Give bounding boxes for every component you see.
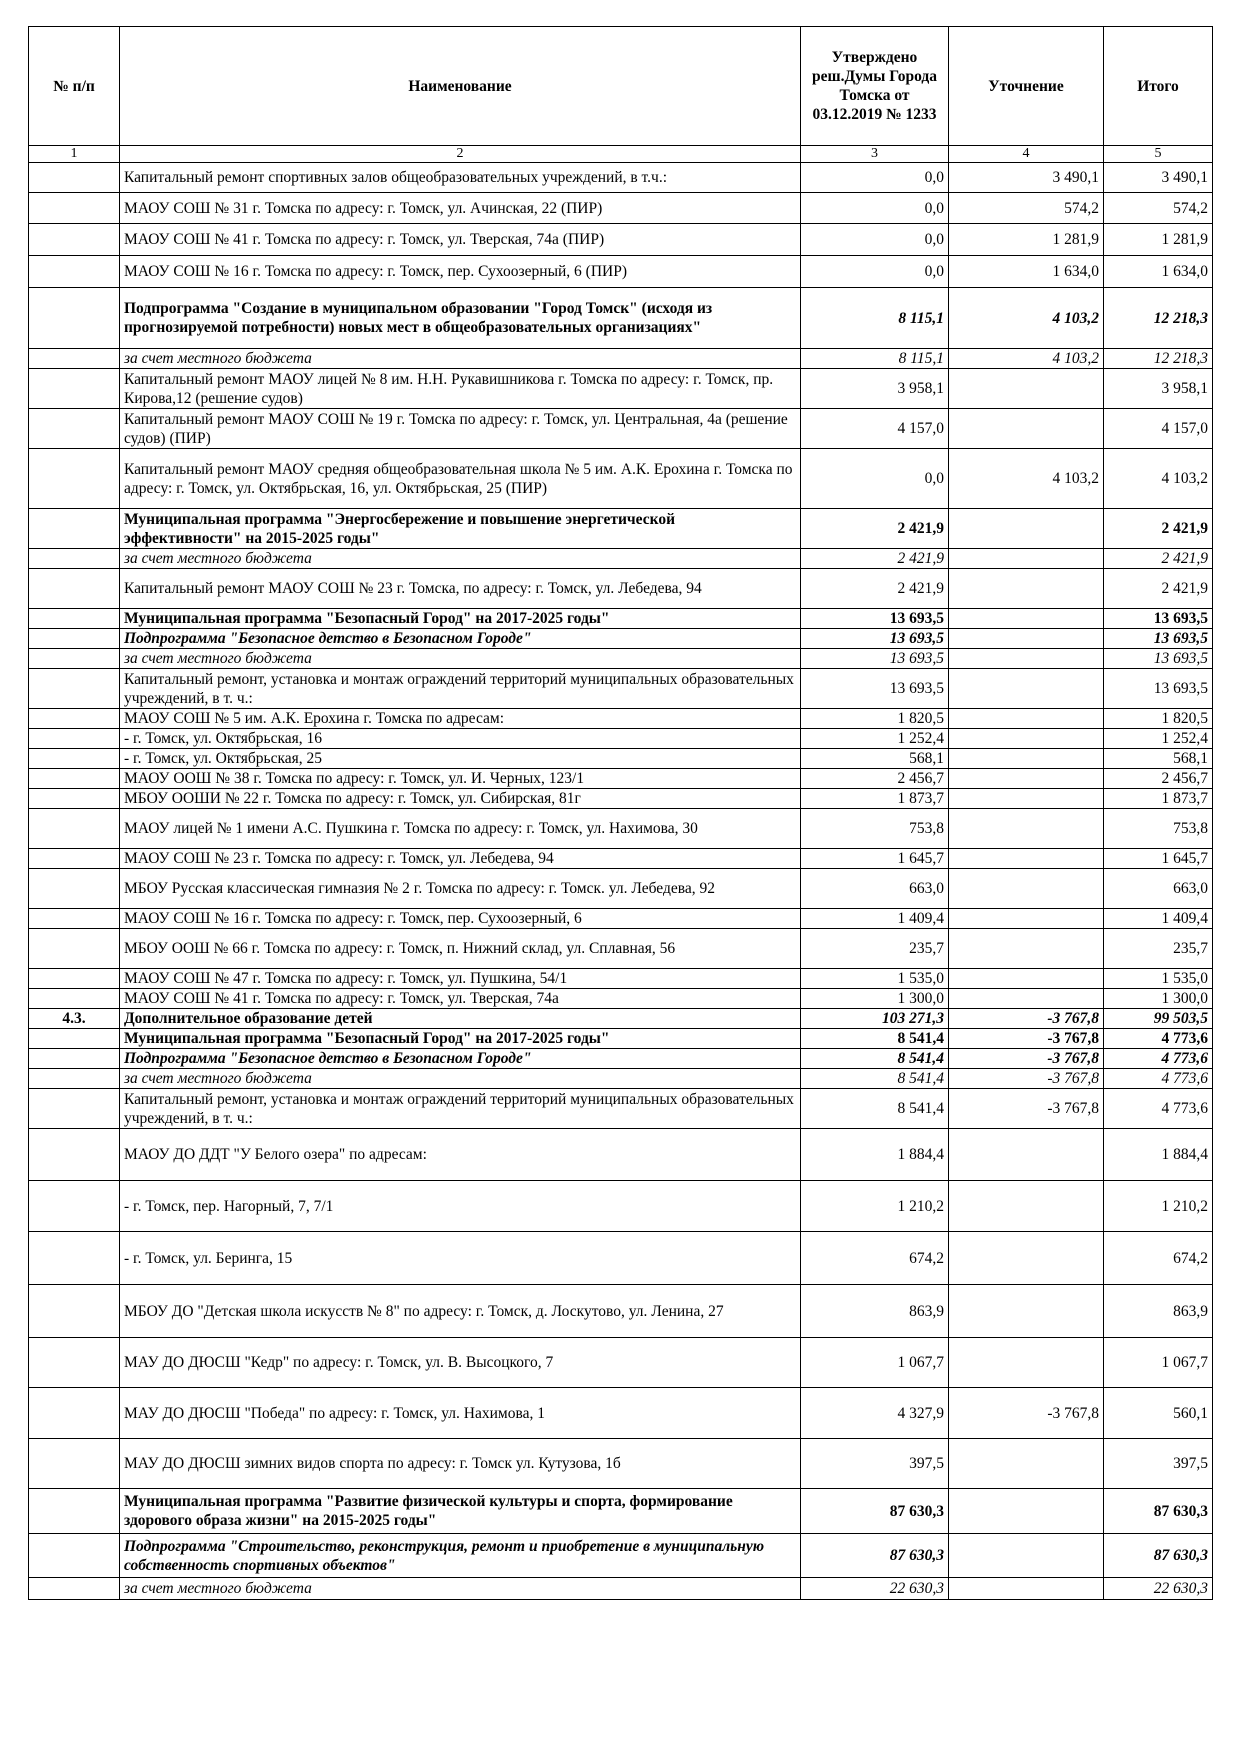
row-total-value: 235,7 xyxy=(1104,929,1213,969)
row-name: Капитальный ремонт МАОУ средняя общеобразовательная школа № 5 им. А.К. Ерохина г. Томска по адресу: г. Томск, ул. Октябрьская, 16, ул. Октябрьская, 25 (ПИР) xyxy=(120,449,801,509)
row-number xyxy=(29,709,120,729)
row-name: Подпрограмма "Создание в муниципальном образовании "Город Томск" (исходя из прогнозируемой потребности) новых мест в общеобразовательных организациях" xyxy=(120,288,801,349)
row-total-value: 13 693,5 xyxy=(1104,649,1213,669)
row-approved-value: 0,0 xyxy=(801,193,949,224)
row-name: МАОУ ООШ № 38 г. Томска по адресу: г. Томск, ул. И. Черных, 123/1 xyxy=(120,769,801,789)
row-approved-value: 1 067,7 xyxy=(801,1338,949,1388)
column-index: 3 xyxy=(801,146,949,163)
table-row xyxy=(29,869,1213,909)
row-adjustment-value xyxy=(949,669,1104,709)
row-adjustment-value: -3 767,8 xyxy=(949,1069,1104,1089)
row-approved-value: 1 300,0 xyxy=(801,989,949,1009)
table-row xyxy=(29,369,1213,409)
row-name: МАОУ СОШ № 47 г. Томска по адресу: г. Томск, ул. Пушкина, 54/1 xyxy=(120,969,801,989)
row-name: Дополнительное образование детей xyxy=(120,1009,801,1029)
row-number xyxy=(29,1049,120,1069)
row-name: за счет местного бюджета xyxy=(120,649,801,669)
row-approved-value: 753,8 xyxy=(801,809,949,849)
row-total-value: 1 820,5 xyxy=(1104,709,1213,729)
row-name: Капитальный ремонт МАОУ СОШ № 19 г. Томска по адресу: г. Томск, ул. Центральная, 4а (решение судов) (ПИР) xyxy=(120,409,801,449)
row-approved-value: 8 541,4 xyxy=(801,1069,949,1089)
row-adjustment-value: 3 490,1 xyxy=(949,163,1104,193)
row-number xyxy=(29,1489,120,1534)
row-total-value: 2 421,9 xyxy=(1104,549,1213,569)
row-number xyxy=(29,349,120,369)
column-index: 2 xyxy=(120,146,801,163)
row-total-value: 4 103,2 xyxy=(1104,449,1213,509)
row-approved-value: 397,5 xyxy=(801,1439,949,1489)
row-name: МАОУ лицей № 1 имени А.С. Пушкина г. Томска по адресу: г. Томск, ул. Нахимова, 30 xyxy=(120,809,801,849)
row-number xyxy=(29,193,120,224)
row-name: МБОУ ООШ № 66 г. Томска по адресу: г. Томск, п. Нижний склад, ул. Сплавная, 56 xyxy=(120,929,801,969)
row-approved-value: 1 873,7 xyxy=(801,789,949,809)
row-adjustment-value: -3 767,8 xyxy=(949,1089,1104,1129)
row-name: МАОУ СОШ № 23 г. Томска по адресу: г. Томск, ул. Лебедева, 94 xyxy=(120,849,801,869)
table-row xyxy=(29,749,1213,769)
row-adjustment-value xyxy=(949,809,1104,849)
column-index-row xyxy=(29,146,1213,163)
row-approved-value: 2 421,9 xyxy=(801,509,949,549)
table-row xyxy=(29,1338,1213,1388)
row-adjustment-value xyxy=(949,569,1104,609)
column-index: 1 xyxy=(29,146,120,163)
row-adjustment-value xyxy=(949,909,1104,929)
row-approved-value: 8 541,4 xyxy=(801,1089,949,1129)
column-index: 5 xyxy=(1104,146,1213,163)
row-adjustment-value xyxy=(949,789,1104,809)
row-total-value: 1 300,0 xyxy=(1104,989,1213,1009)
row-total-value: 4 157,0 xyxy=(1104,409,1213,449)
row-adjustment-value xyxy=(949,629,1104,649)
row-total-value: 1 535,0 xyxy=(1104,969,1213,989)
table-row xyxy=(29,789,1213,809)
row-number xyxy=(29,989,120,1009)
budget-table-page xyxy=(28,26,1212,1600)
row-name: Муниципальная программа "Безопасный Город" на 2017-2025 годы" xyxy=(120,1029,801,1049)
row-approved-value: 13 693,5 xyxy=(801,629,949,649)
row-approved-value: 3 958,1 xyxy=(801,369,949,409)
row-number xyxy=(29,1232,120,1285)
header-name: Наименование xyxy=(120,27,801,146)
header-adjustment: Уточнение xyxy=(949,27,1104,146)
row-approved-value: 1 820,5 xyxy=(801,709,949,729)
row-number xyxy=(29,163,120,193)
row-name: МБОУ ООШИ № 22 г. Томска по адресу: г. Томск, ул. Сибирская, 81г xyxy=(120,789,801,809)
row-number xyxy=(29,869,120,909)
row-total-value: 13 693,5 xyxy=(1104,609,1213,629)
row-total-value: 2 421,9 xyxy=(1104,509,1213,549)
row-adjustment-value xyxy=(949,1338,1104,1388)
row-total-value: 568,1 xyxy=(1104,749,1213,769)
row-name: Капитальный ремонт, установка и монтаж ограждений территорий муниципальных образовательных учреждений, в т. ч.: xyxy=(120,1089,801,1129)
row-number xyxy=(29,409,120,449)
row-name: МАОУ СОШ № 31 г. Томска по адресу: г. Томск, ул. Ачинская, 22 (ПИР) xyxy=(120,193,801,224)
row-number xyxy=(29,1388,120,1439)
row-total-value: 4 773,6 xyxy=(1104,1089,1213,1129)
row-approved-value: 1 884,4 xyxy=(801,1129,949,1181)
row-adjustment-value: -3 767,8 xyxy=(949,1029,1104,1049)
row-number: 4.3. xyxy=(29,1009,120,1029)
row-name: за счет местного бюджета xyxy=(120,549,801,569)
row-total-value: 2 421,9 xyxy=(1104,569,1213,609)
row-adjustment-value xyxy=(949,1489,1104,1534)
table-row xyxy=(29,288,1213,349)
row-total-value: 22 630,3 xyxy=(1104,1578,1213,1600)
row-total-value: 13 693,5 xyxy=(1104,629,1213,649)
row-adjustment-value: 574,2 xyxy=(949,193,1104,224)
row-adjustment-value: 1 634,0 xyxy=(949,256,1104,288)
row-adjustment-value xyxy=(949,509,1104,549)
row-approved-value: 87 630,3 xyxy=(801,1489,949,1534)
row-number xyxy=(29,1089,120,1129)
row-approved-value: 103 271,3 xyxy=(801,1009,949,1029)
row-adjustment-value xyxy=(949,549,1104,569)
table-row xyxy=(29,669,1213,709)
row-number xyxy=(29,1129,120,1181)
row-name: за счет местного бюджета xyxy=(120,1578,801,1600)
row-total-value: 1 645,7 xyxy=(1104,849,1213,869)
table-row xyxy=(29,1029,1213,1049)
row-number xyxy=(29,609,120,629)
row-adjustment-value xyxy=(949,609,1104,629)
row-approved-value: 13 693,5 xyxy=(801,669,949,709)
row-total-value: 4 773,6 xyxy=(1104,1069,1213,1089)
row-total-value: 1 409,4 xyxy=(1104,909,1213,929)
table-row xyxy=(29,1285,1213,1338)
row-approved-value: 87 630,3 xyxy=(801,1534,949,1578)
row-adjustment-value: 4 103,2 xyxy=(949,288,1104,349)
row-number xyxy=(29,729,120,749)
row-name: МАУ ДО ДЮСШ "Кедр" по адресу: г. Томск, ул. В. Высоцкого, 7 xyxy=(120,1338,801,1388)
row-total-value: 2 456,7 xyxy=(1104,769,1213,789)
row-name: Подпрограмма "Безопасное детство в Безопасном Городе" xyxy=(120,629,801,649)
row-total-value: 663,0 xyxy=(1104,869,1213,909)
row-adjustment-value xyxy=(949,369,1104,409)
table-header-row xyxy=(29,27,1213,146)
row-adjustment-value xyxy=(949,989,1104,1009)
row-adjustment-value xyxy=(949,1578,1104,1600)
table-row xyxy=(29,163,1213,193)
row-approved-value: 22 630,3 xyxy=(801,1578,949,1600)
row-number xyxy=(29,909,120,929)
row-approved-value: 13 693,5 xyxy=(801,609,949,629)
row-adjustment-value xyxy=(949,649,1104,669)
row-total-value: 574,2 xyxy=(1104,193,1213,224)
table-row xyxy=(29,549,1213,569)
row-name: Подпрограмма "Строительство, реконструкция, ремонт и приобретение в муниципальную собственность спортивных объектов" xyxy=(120,1534,801,1578)
row-name: МБОУ ДО "Детская школа искусств № 8" по адресу: г. Томск, д. Лоскутово, ул. Ленина, 27 xyxy=(120,1285,801,1338)
table-row xyxy=(29,409,1213,449)
row-name: Муниципальная программа "Развитие физической культуры и спорта, формирование здорового образа жизни" на 2015-2025 годы" xyxy=(120,1489,801,1534)
row-adjustment-value: 4 103,2 xyxy=(949,349,1104,369)
row-name: МАУ ДО ДЮСШ зимних видов спорта по адресу: г. Томск ул. Кутузова, 1б xyxy=(120,1439,801,1489)
row-total-value: 87 630,3 xyxy=(1104,1489,1213,1534)
row-number xyxy=(29,1439,120,1489)
table-row xyxy=(29,929,1213,969)
row-approved-value: 8 541,4 xyxy=(801,1029,949,1049)
row-total-value: 3 958,1 xyxy=(1104,369,1213,409)
table-row xyxy=(29,1388,1213,1439)
row-number xyxy=(29,369,120,409)
row-number xyxy=(29,969,120,989)
row-adjustment-value xyxy=(949,869,1104,909)
row-adjustment-value xyxy=(949,749,1104,769)
row-name: - г. Томск, ул. Октябрьская, 25 xyxy=(120,749,801,769)
row-total-value: 863,9 xyxy=(1104,1285,1213,1338)
row-number xyxy=(29,1534,120,1578)
row-number xyxy=(29,1181,120,1232)
table-row xyxy=(29,1232,1213,1285)
row-number xyxy=(29,449,120,509)
table-row xyxy=(29,1578,1213,1600)
table-row xyxy=(29,849,1213,869)
table-row xyxy=(29,256,1213,288)
row-name: МАОУ СОШ № 41 г. Томска по адресу: г. Томск, ул. Тверская, 74а (ПИР) xyxy=(120,224,801,256)
row-adjustment-value xyxy=(949,1181,1104,1232)
row-total-value: 4 773,6 xyxy=(1104,1029,1213,1049)
row-approved-value: 0,0 xyxy=(801,163,949,193)
row-total-value: 753,8 xyxy=(1104,809,1213,849)
row-adjustment-value: -3 767,8 xyxy=(949,1388,1104,1439)
row-adjustment-value xyxy=(949,1129,1104,1181)
row-approved-value: 863,9 xyxy=(801,1285,949,1338)
row-adjustment-value: 1 281,9 xyxy=(949,224,1104,256)
row-adjustment-value xyxy=(949,1285,1104,1338)
row-number xyxy=(29,789,120,809)
row-number xyxy=(29,509,120,549)
row-approved-value: 1 645,7 xyxy=(801,849,949,869)
row-name: Капитальный ремонт МАОУ СОШ № 23 г. Томска, по адресу: г. Томск, ул. Лебедева, 94 xyxy=(120,569,801,609)
row-total-value: 397,5 xyxy=(1104,1439,1213,1489)
row-approved-value: 2 421,9 xyxy=(801,549,949,569)
header-number: № п/п xyxy=(29,27,120,146)
row-name: - г. Томск, пер. Нагорный, 7, 7/1 xyxy=(120,1181,801,1232)
row-name: МАУ ДО ДЮСШ "Победа" по адресу: г. Томск, ул. Нахимова, 1 xyxy=(120,1388,801,1439)
row-total-value: 99 503,5 xyxy=(1104,1009,1213,1029)
row-adjustment-value xyxy=(949,849,1104,869)
row-total-value: 87 630,3 xyxy=(1104,1534,1213,1578)
row-name: МАОУ СОШ № 5 им. А.К. Ерохина г. Томска по адресам: xyxy=(120,709,801,729)
row-adjustment-value xyxy=(949,409,1104,449)
row-number xyxy=(29,288,120,349)
row-approved-value: 674,2 xyxy=(801,1232,949,1285)
row-total-value: 12 218,3 xyxy=(1104,349,1213,369)
row-number xyxy=(29,629,120,649)
row-approved-value: 1 409,4 xyxy=(801,909,949,929)
row-number xyxy=(29,809,120,849)
table-row xyxy=(29,1181,1213,1232)
row-number xyxy=(29,649,120,669)
row-number xyxy=(29,569,120,609)
row-adjustment-value: -3 767,8 xyxy=(949,1049,1104,1069)
table-row xyxy=(29,349,1213,369)
row-total-value: 674,2 xyxy=(1104,1232,1213,1285)
row-approved-value: 0,0 xyxy=(801,449,949,509)
row-total-value: 1 884,4 xyxy=(1104,1129,1213,1181)
row-approved-value: 8 541,4 xyxy=(801,1049,949,1069)
row-adjustment-value: 4 103,2 xyxy=(949,449,1104,509)
table-row xyxy=(29,1069,1213,1089)
row-total-value: 1 873,7 xyxy=(1104,789,1213,809)
row-approved-value: 568,1 xyxy=(801,749,949,769)
table-row xyxy=(29,1534,1213,1578)
row-approved-value: 2 456,7 xyxy=(801,769,949,789)
row-name: Муниципальная программа "Энергосбережение и повышение энергетической эффективности" на 2015-2025 годы" xyxy=(120,509,801,549)
row-adjustment-value xyxy=(949,1534,1104,1578)
table-row xyxy=(29,509,1213,549)
row-number xyxy=(29,1338,120,1388)
row-approved-value: 0,0 xyxy=(801,224,949,256)
row-number xyxy=(29,669,120,709)
row-adjustment-value xyxy=(949,929,1104,969)
table-row xyxy=(29,1489,1213,1534)
row-name: Подпрограмма "Безопасное детство в Безопасном Городе" xyxy=(120,1049,801,1069)
table-row xyxy=(29,729,1213,749)
table-row xyxy=(29,193,1213,224)
table-body xyxy=(29,163,1213,1600)
row-name: МБОУ Русская классическая гимназия № 2 г. Томска по адресу: г. Томск. ул. Лебедева, 92 xyxy=(120,869,801,909)
table-row xyxy=(29,809,1213,849)
row-number xyxy=(29,929,120,969)
row-name: - г. Томск, ул. Беринга, 15 xyxy=(120,1232,801,1285)
row-total-value: 12 218,3 xyxy=(1104,288,1213,349)
row-total-value: 1 067,7 xyxy=(1104,1338,1213,1388)
row-total-value: 1 252,4 xyxy=(1104,729,1213,749)
row-total-value: 560,1 xyxy=(1104,1388,1213,1439)
table-row xyxy=(29,629,1213,649)
row-number xyxy=(29,224,120,256)
row-total-value: 13 693,5 xyxy=(1104,669,1213,709)
row-name: за счет местного бюджета xyxy=(120,1069,801,1089)
column-index: 4 xyxy=(949,146,1104,163)
row-name: МАОУ СОШ № 41 г. Томска по адресу: г. Томск, ул. Тверская, 74а xyxy=(120,989,801,1009)
row-approved-value: 1 210,2 xyxy=(801,1181,949,1232)
table-row xyxy=(29,449,1213,509)
row-number xyxy=(29,1285,120,1338)
row-name: Муниципальная программа "Безопасный Город" на 2017-2025 годы" xyxy=(120,609,801,629)
row-approved-value: 663,0 xyxy=(801,869,949,909)
row-approved-value: 4 157,0 xyxy=(801,409,949,449)
table-row xyxy=(29,224,1213,256)
row-approved-value: 8 115,1 xyxy=(801,288,949,349)
table-row xyxy=(29,1089,1213,1129)
row-number xyxy=(29,749,120,769)
row-total-value: 1 634,0 xyxy=(1104,256,1213,288)
table-row xyxy=(29,1049,1213,1069)
row-name: Капитальный ремонт, установка и монтаж ограждений территорий муниципальных образовательных учреждений, в т. ч.: xyxy=(120,669,801,709)
row-total-value: 1 281,9 xyxy=(1104,224,1213,256)
table-row xyxy=(29,709,1213,729)
row-approved-value: 1 252,4 xyxy=(801,729,949,749)
row-number xyxy=(29,1029,120,1049)
row-approved-value: 2 421,9 xyxy=(801,569,949,609)
table-row xyxy=(29,1129,1213,1181)
row-name: Капитальный ремонт спортивных залов общеобразовательных учреждений, в т.ч.: xyxy=(120,163,801,193)
row-name: Капитальный ремонт МАОУ лицей № 8 им. Н.Н. Рукавишникова г. Томска по адресу: г. Томск, пр. Кирова,12 (решение судов) xyxy=(120,369,801,409)
row-adjustment-value xyxy=(949,709,1104,729)
table-row xyxy=(29,569,1213,609)
budget-table xyxy=(28,26,1213,1600)
row-number xyxy=(29,549,120,569)
row-number xyxy=(29,849,120,869)
table-row xyxy=(29,769,1213,789)
row-approved-value: 0,0 xyxy=(801,256,949,288)
row-approved-value: 8 115,1 xyxy=(801,349,949,369)
header-approved: Утверждено реш.Думы Города Томска от 03.12.2019 № 1233 xyxy=(801,27,949,146)
table-row xyxy=(29,649,1213,669)
row-approved-value: 13 693,5 xyxy=(801,649,949,669)
table-row xyxy=(29,989,1213,1009)
table-row xyxy=(29,1009,1213,1029)
row-total-value: 3 490,1 xyxy=(1104,163,1213,193)
header-total: Итого xyxy=(1104,27,1213,146)
row-name: за счет местного бюджета xyxy=(120,349,801,369)
table-row xyxy=(29,969,1213,989)
row-number xyxy=(29,1069,120,1089)
row-total-value: 4 773,6 xyxy=(1104,1049,1213,1069)
row-total-value: 1 210,2 xyxy=(1104,1181,1213,1232)
table-row xyxy=(29,1439,1213,1489)
row-name: - г. Томск, ул. Октябрьская, 16 xyxy=(120,729,801,749)
row-name: МАОУ СОШ № 16 г. Томска по адресу: г. Томск, пер. Сухоозерный, 6 (ПИР) xyxy=(120,256,801,288)
row-adjustment-value xyxy=(949,969,1104,989)
row-number xyxy=(29,256,120,288)
table-row xyxy=(29,909,1213,929)
row-approved-value: 1 535,0 xyxy=(801,969,949,989)
row-adjustment-value: -3 767,8 xyxy=(949,1009,1104,1029)
row-approved-value: 235,7 xyxy=(801,929,949,969)
table-row xyxy=(29,609,1213,629)
row-number xyxy=(29,1578,120,1600)
row-approved-value: 4 327,9 xyxy=(801,1388,949,1439)
row-name: МАОУ СОШ № 16 г. Томска по адресу: г. Томск, пер. Сухоозерный, 6 xyxy=(120,909,801,929)
row-number xyxy=(29,769,120,789)
row-adjustment-value xyxy=(949,1439,1104,1489)
row-adjustment-value xyxy=(949,769,1104,789)
row-name: МАОУ ДО ДДТ "У Белого озера" по адресам: xyxy=(120,1129,801,1181)
row-adjustment-value xyxy=(949,1232,1104,1285)
row-adjustment-value xyxy=(949,729,1104,749)
